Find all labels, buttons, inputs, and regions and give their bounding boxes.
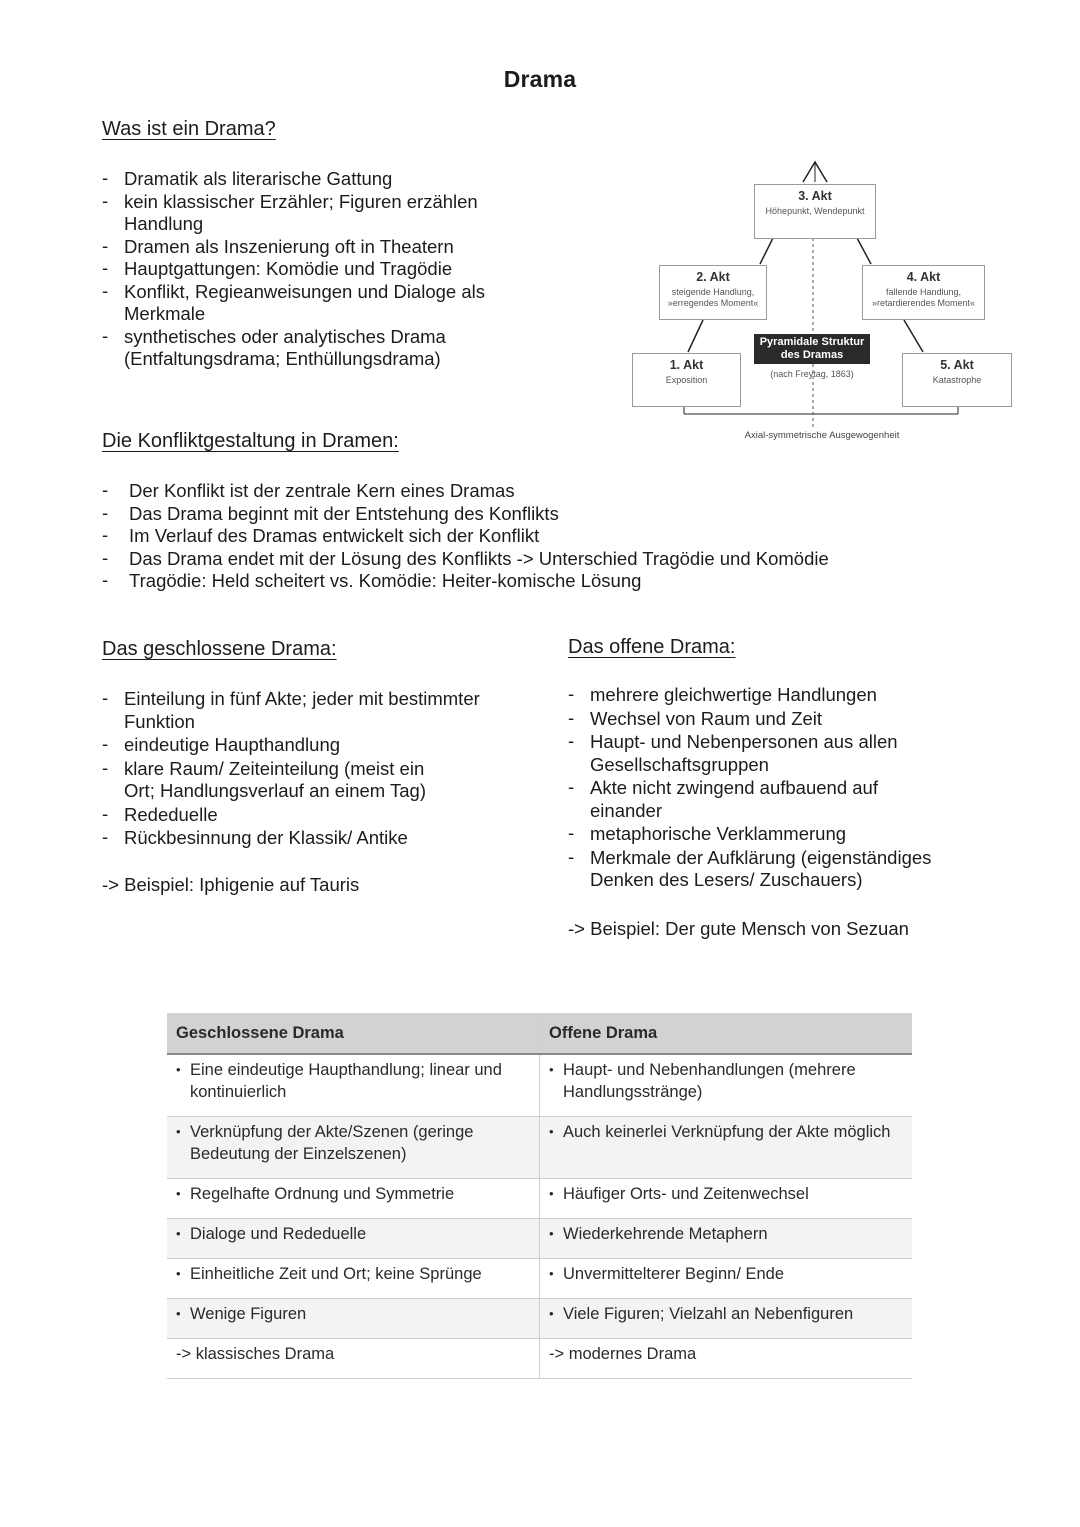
table-cell bbox=[167, 1259, 540, 1299]
table-cell bbox=[167, 1117, 540, 1179]
table-row bbox=[167, 1299, 912, 1339]
connector-line bbox=[904, 320, 923, 352]
table-header-open: Offene Drama bbox=[540, 1013, 913, 1054]
table-cell-text: • Auch keinerlei Verknüpfung der Akte möglich bbox=[549, 1121, 903, 1143]
pyramid-axis-label: Axial-symmetrische Ausgewogenheit bbox=[744, 430, 900, 441]
akt5-box bbox=[902, 353, 1012, 407]
table-cell-text: • Wiederkehrende Metaphern bbox=[549, 1223, 903, 1245]
table-row bbox=[167, 1117, 912, 1179]
akt4-box bbox=[862, 265, 985, 320]
what-is-drama-list bbox=[102, 168, 512, 371]
list-item: - metaphorische Verklammerung bbox=[568, 823, 978, 846]
pyramid-center-label: Pyramidale Struktur des Dramas bbox=[754, 334, 870, 364]
connector-line bbox=[760, 238, 773, 264]
akt1-label: 1. Akt bbox=[669, 358, 704, 372]
list-item: - Das Drama endet mit der Lösung des Konflikts -> Unterschied Tragödie und Komödie bbox=[102, 548, 962, 571]
list-item: - Dramatik als literarische Gattung bbox=[102, 168, 512, 191]
closed-drama-list bbox=[102, 688, 532, 851]
list-item: - Konflikt, Regieanweisungen und Dialoge als Merkmale bbox=[102, 281, 512, 326]
table-cell bbox=[540, 1179, 913, 1219]
list-item: - Wechsel von Raum und Zeit bbox=[568, 708, 978, 731]
akt1-box bbox=[632, 353, 741, 407]
list-item: - Tragödie: Held scheitert vs. Komödie: Heiter-komische Lösung bbox=[102, 570, 962, 593]
list-item: - Der Konflikt ist der zentrale Kern eines Dramas bbox=[102, 480, 962, 503]
list-item: - Dramen als Inszenierung oft in Theatern bbox=[102, 236, 512, 259]
list-item: - synthetisches oder analytisches Drama (Entfaltungsdrama; Enthüllungsdrama) bbox=[102, 326, 484, 371]
list-item: - Rückbesinnung der Klassik/ Antike bbox=[102, 827, 532, 850]
table-cell bbox=[540, 1054, 913, 1117]
open-drama-example: -> Beispiel: Der gute Mensch von Sezuan bbox=[568, 918, 909, 939]
list-item: - Haupt- und Nebenpersonen aus allen Gesellschaftsgruppen bbox=[568, 731, 940, 776]
table-row bbox=[167, 1054, 912, 1117]
list-item: - Rededuelle bbox=[102, 804, 532, 827]
table-cell bbox=[540, 1259, 913, 1299]
section-heading-what-is-drama: Was ist ein Drama? bbox=[102, 118, 276, 140]
section-heading-open-drama: Das offene Drama: bbox=[568, 636, 736, 658]
table-cell-text: • Dialoge und Rededuelle bbox=[176, 1223, 530, 1245]
table-footer-closed: -> klassisches Drama bbox=[167, 1339, 540, 1379]
akt5-sub: Katastrophe bbox=[932, 375, 982, 385]
pyramid-diagram bbox=[626, 158, 1018, 450]
list-item: - Hauptgattungen: Komödie und Tragödie bbox=[102, 258, 512, 281]
connector-line bbox=[688, 320, 703, 352]
table-cell-text: • Viele Figuren; Vielzahl an Nebenfiguren bbox=[549, 1303, 903, 1325]
list-item: - Einteilung in fünf Akte; jeder mit bestimmter Funktion bbox=[102, 688, 519, 733]
conflict-list bbox=[102, 480, 962, 593]
list-item: - klare Raum/ Zeiteinteilung (meist ein Ort; Handlungsverlauf an einem Tag) bbox=[102, 758, 454, 803]
akt2-label: 2. Akt bbox=[696, 270, 730, 284]
table-footer-row bbox=[167, 1339, 912, 1379]
list-item: - Im Verlauf des Dramas entwickelt sich der Konflikt bbox=[102, 525, 962, 548]
table-cell bbox=[167, 1299, 540, 1339]
closed-drama-example: -> Beispiel: Iphigenie auf Tauris bbox=[102, 874, 360, 895]
table-cell-text: • Verknüpfung der Akte/Szenen (geringe Bedeutung der Einzelszenen) bbox=[176, 1121, 530, 1165]
pyramid-source: (nach Freytag, 1863) bbox=[770, 369, 854, 379]
comparison-table bbox=[167, 1013, 912, 1379]
section-heading-conflict: Die Konfliktgestaltung in Dramen: bbox=[102, 430, 399, 452]
list-item: - kein klassischer Erzähler; Figuren erzählen Handlung bbox=[102, 191, 512, 236]
connector-line bbox=[857, 238, 871, 264]
list-item: - eindeutige Haupthandlung bbox=[102, 734, 532, 757]
list-item: - mehrere gleichwertige Handlungen bbox=[568, 684, 978, 707]
table-cell bbox=[167, 1219, 540, 1259]
table-cell-text: • Haupt- und Nebenhandlungen (mehrere Handlungsstränge) bbox=[549, 1059, 903, 1103]
table-cell-text: • Wenige Figuren bbox=[176, 1303, 530, 1325]
table-cell-text: • Eine eindeutige Haupthandlung; linear und kontinuierlich bbox=[176, 1059, 530, 1103]
list-item: - Akte nicht zwingend aufbauend auf einander bbox=[568, 777, 920, 822]
table-cell-text: • Einheitliche Zeit und Ort; keine Sprünge bbox=[176, 1263, 530, 1285]
akt3-sub: Höhepunkt, Wendepunkt bbox=[765, 206, 865, 216]
page-title: Drama bbox=[503, 66, 577, 92]
akt2-sub: steigende Handlung, »erregendes Moment« bbox=[667, 287, 759, 308]
table-cell-text: • Regelhafte Ordnung und Symmetrie bbox=[176, 1183, 530, 1205]
akt5-label: 5. Akt bbox=[940, 358, 974, 372]
list-item: - Das Drama beginnt mit der Entstehung des Konflikts bbox=[102, 503, 962, 526]
akt2-box bbox=[659, 265, 767, 320]
open-drama-list bbox=[568, 684, 978, 893]
table-cell bbox=[167, 1054, 540, 1117]
akt3-box bbox=[754, 184, 876, 239]
akt1-sub: Exposition bbox=[665, 375, 708, 385]
akt4-label: 4. Akt bbox=[906, 270, 941, 284]
akt3-label: 3. Akt bbox=[798, 189, 832, 203]
table-cell bbox=[540, 1219, 913, 1259]
section-heading-closed-drama: Das geschlossene Drama: bbox=[102, 638, 337, 660]
table-row bbox=[167, 1179, 912, 1219]
table-row bbox=[167, 1259, 912, 1299]
table-row bbox=[167, 1219, 912, 1259]
akt4-sub: fallende Handlung, »retardierendes Moment« bbox=[871, 287, 976, 308]
table-cell bbox=[540, 1117, 913, 1179]
table-cell bbox=[167, 1179, 540, 1219]
table-header-row bbox=[167, 1013, 912, 1054]
list-item: - Merkmale der Aufklärung (eigenständiges Denken des Lesers/ Zuschauers) bbox=[568, 847, 985, 892]
table-header-closed: Geschlossene Drama bbox=[167, 1013, 540, 1054]
table-cell-text: • Häufiger Orts- und Zeitenwechsel bbox=[549, 1183, 903, 1205]
table-cell bbox=[540, 1299, 913, 1339]
table-cell-text: • Unvermittelterer Beginn/ Ende bbox=[549, 1263, 903, 1285]
table-footer-open: -> modernes Drama bbox=[540, 1339, 913, 1379]
